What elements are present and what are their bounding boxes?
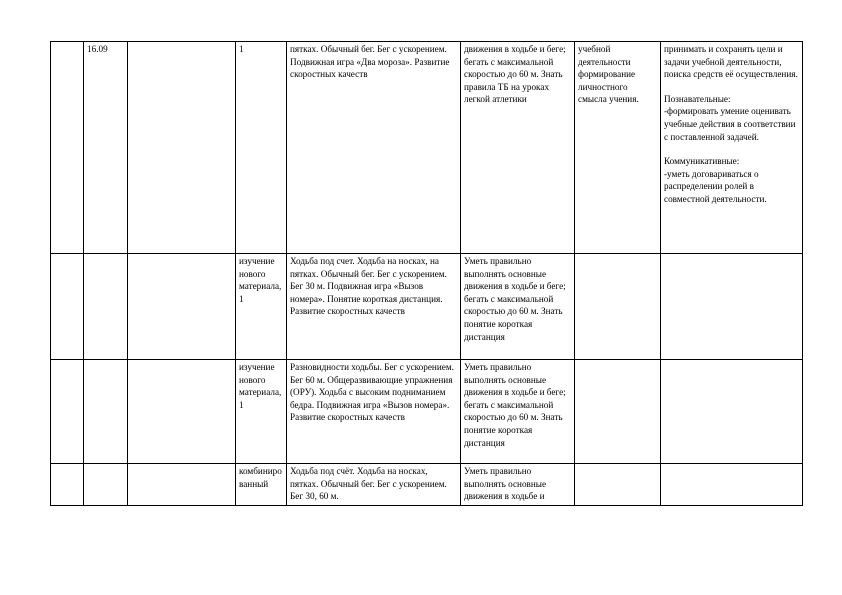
uud-cell (661, 464, 803, 506)
empty-cell (128, 254, 236, 360)
uud-cognitive-text: -формировать умение оценивать учебные действия в соответствии с поставленной задачей. (664, 106, 796, 142)
date-cell (84, 360, 128, 464)
lesson-plan-table (50, 41, 803, 506)
table-row (51, 254, 803, 360)
date-cell (84, 464, 128, 506)
uud-cognitive-title: Познавательные: (664, 93, 731, 104)
content-cell: пятках. Обычный бег. Бег с ускорением. Подвижная игра «Два мороза». Развитие скоростных качеств (287, 42, 461, 254)
uud-cell (661, 360, 803, 464)
content-cell: Разновидности ходьбы. Бег с ускорением. Бег 60 м. Общеразвивающие упражнения (ОРУ). Ходьба с высоким подниманием бедра. Подвижная игра «Вызов номера». Развитие скоростных качеств (287, 360, 461, 464)
content-cell: Ходьба под счёт. Ходьба на носках, пятках. Обычный бег. Бег с ускорением. Бег 30, 60 м. (287, 464, 461, 506)
personal-results-cell (575, 254, 661, 360)
table-row (51, 42, 803, 254)
lesson-type-cell: комбинированный (236, 464, 287, 506)
date-cell: 16.09 (84, 42, 128, 254)
lesson-type-cell: 1 (236, 42, 287, 254)
uud-cell (661, 42, 803, 254)
subject-results-cell: движения в ходьбе и беге; бегать с максимальной скоростью до 60 м. Знать правила ТБ на уроках легкой атлетики (461, 42, 575, 254)
uud-communicative-text: -уметь договариваться о распределении ролей в совместной деятельности. (664, 168, 767, 204)
empty-cell (128, 360, 236, 464)
empty-cell (128, 42, 236, 254)
subject-results-cell: Уметь правильно выполнять основные движения в ходьбе и беге; бегать с максимальной скоростью до 60 м. Знать понятие короткая дистанция (461, 360, 575, 464)
uud-communicative-title: Коммуникативные: (664, 156, 740, 167)
date-cell (84, 254, 128, 360)
subject-results-cell: Уметь правильно выполнять основные движения в ходьбе и (461, 464, 575, 506)
number-cell (51, 464, 84, 506)
uud-cell (661, 254, 803, 360)
number-cell (51, 254, 84, 360)
content-cell: Ходьба под счет. Ходьба на носках, на пятках. Обычный бег. Бег с ускорением. Бег 30 м. Подвижная игра «Вызов номера». Понятие короткая дистанция. Развитие скоростных качеств (287, 254, 461, 360)
empty-cell (128, 464, 236, 506)
number-cell (51, 42, 84, 254)
uud-regulative-text: принимать и сохранять цели и задачи учебной деятельности, поиска средств её осуществления. (664, 44, 798, 80)
lesson-type-cell: изучение нового материала, 1 (236, 360, 287, 464)
personal-results-cell: учебной деятельности формирование личностного смысла учения. (575, 42, 661, 254)
lesson-type-cell: изучение нового материала, 1 (236, 254, 287, 360)
personal-results-cell (575, 464, 661, 506)
personal-results-cell (575, 360, 661, 464)
table-row (51, 464, 803, 506)
number-cell (51, 360, 84, 464)
table-row (51, 360, 803, 464)
subject-results-cell: Уметь правильно выполнять основные движения в ходьбе и беге; бегать с максимальной скоростью до 60 м. Знать понятие короткая дистанция (461, 254, 575, 360)
